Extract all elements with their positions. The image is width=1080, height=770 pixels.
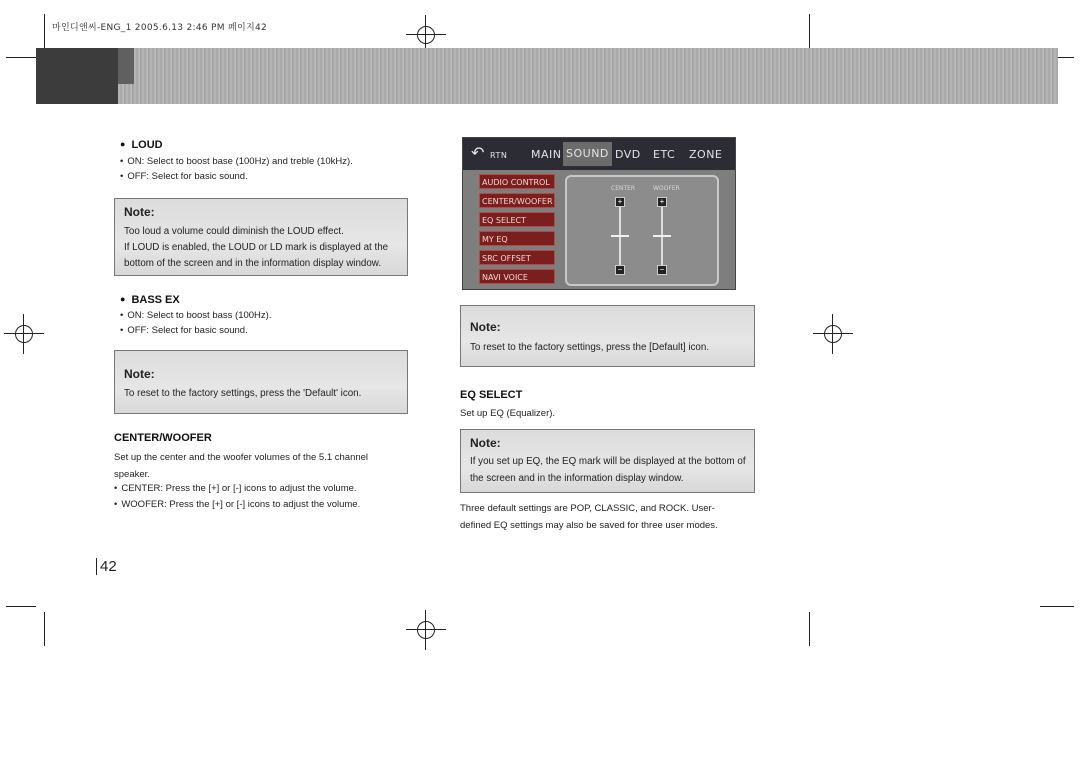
center-slider[interactable]	[615, 197, 625, 277]
woofer-line: • WOOFER: Press the [+] or [-] icons to adjust the volume.	[114, 499, 360, 510]
center-woofer-button[interactable]: CENTER/WOOFER	[479, 193, 555, 208]
note-box-bass	[114, 350, 408, 414]
tab-dvd[interactable]: DVD	[615, 148, 641, 161]
note-box-loud	[114, 198, 408, 276]
note-line: Too loud a volume could diminish the LOUD effect.	[124, 226, 344, 237]
note-box-eq	[460, 429, 755, 493]
woofer-label: WOOFER	[653, 185, 680, 192]
page-number: 42	[96, 558, 117, 575]
header-block	[36, 48, 118, 104]
note-title: Note:	[470, 320, 501, 334]
note-line: bottom of the screen and in the information display window.	[124, 258, 382, 269]
default-settings-para-line: defined EQ settings may also be saved for three user modes.	[460, 520, 718, 531]
navi-voice-button[interactable]: NAVI VOICE	[479, 269, 555, 284]
crop-mark	[1040, 606, 1074, 607]
center-minus-button[interactable]: −	[615, 265, 625, 275]
default-settings-para-line: Three default settings are POP, CLASSIC, and ROCK. User-	[460, 503, 715, 514]
registration-mark	[6, 316, 42, 352]
tab-zone[interactable]: ZONE	[689, 148, 723, 161]
tab-rtn[interactable]: RTN	[490, 151, 508, 160]
crop-mark	[44, 14, 45, 48]
eq-select-heading: EQ SELECT	[460, 389, 523, 401]
tab-main[interactable]: MAIN	[531, 148, 562, 161]
header-tab	[118, 48, 134, 84]
crop-mark	[6, 606, 36, 607]
header-bar	[36, 48, 1058, 104]
note-line: If LOUD is enabled, the LOUD or LD mark is displayed at the	[124, 242, 389, 253]
return-arrow-icon[interactable]: ↶	[471, 145, 485, 162]
bass-ex-heading: ● BASS EX	[120, 294, 180, 306]
registration-mark	[815, 316, 851, 352]
crop-mark	[809, 612, 810, 646]
tab-etc[interactable]: ETC	[653, 148, 676, 161]
eq-select-button[interactable]: EQ SELECT	[479, 212, 555, 227]
screen-top-bar	[463, 138, 735, 170]
bass-off-line: • OFF: Select for basic sound.	[120, 325, 248, 336]
woofer-slider[interactable]	[657, 197, 667, 277]
loud-heading: ● LOUD	[120, 139, 163, 151]
src-offset-button[interactable]: SRC OFFSET	[479, 250, 555, 265]
audio-control-button[interactable]: AUDIO CONTROL	[479, 174, 555, 189]
note-title: Note:	[470, 436, 501, 450]
bass-on-line: • ON: Select to boost bass (100Hz).	[120, 310, 271, 321]
note-line: To reset to the factory settings, press the [Default] icon.	[470, 342, 710, 353]
slider-track	[619, 207, 621, 267]
center-woofer-para-line: speaker.	[114, 469, 150, 480]
center-woofer-panel	[565, 175, 719, 286]
note-title: Note:	[124, 367, 155, 381]
note-line: To reset to the factory settings, press the 'Default' icon.	[124, 388, 362, 399]
tab-sound[interactable]: SOUND	[563, 142, 612, 166]
center-plus-button[interactable]: +	[615, 197, 625, 207]
center-label: CENTER	[611, 185, 636, 192]
eq-select-para: Set up EQ (Equalizer).	[460, 408, 556, 419]
my-eq-button[interactable]: MY EQ	[479, 231, 555, 246]
slider-track	[661, 207, 663, 267]
print-header-text: 마인디앤씨-ENG_1 2005.6.13 2:46 PM 페이지42	[52, 23, 268, 33]
note-box-default	[460, 305, 755, 367]
device-screen	[462, 137, 736, 290]
loud-on-line: • ON: Select to boost base (100Hz) and treble (10kHz).	[120, 156, 353, 167]
note-line: If you set up EQ, the EQ mark will be displayed at the bottom of	[470, 456, 746, 467]
center-line: • CENTER: Press the [+] or [-] icons to adjust the volume.	[114, 483, 357, 494]
woofer-plus-button[interactable]: +	[657, 197, 667, 207]
crop-mark	[809, 14, 810, 48]
slider-knob[interactable]	[611, 235, 629, 237]
note-line: the screen and in the information display window.	[470, 473, 684, 484]
crop-mark	[6, 57, 36, 58]
crop-mark	[44, 612, 45, 646]
center-woofer-para-line: Set up the center and the woofer volumes of the 5.1 channel	[114, 452, 369, 463]
slider-knob[interactable]	[653, 235, 671, 237]
center-woofer-heading: CENTER/WOOFER	[114, 432, 212, 444]
registration-mark	[408, 612, 444, 648]
loud-off-line: • OFF: Select for basic sound.	[120, 171, 248, 182]
woofer-minus-button[interactable]: −	[657, 265, 667, 275]
note-title: Note:	[124, 205, 155, 219]
